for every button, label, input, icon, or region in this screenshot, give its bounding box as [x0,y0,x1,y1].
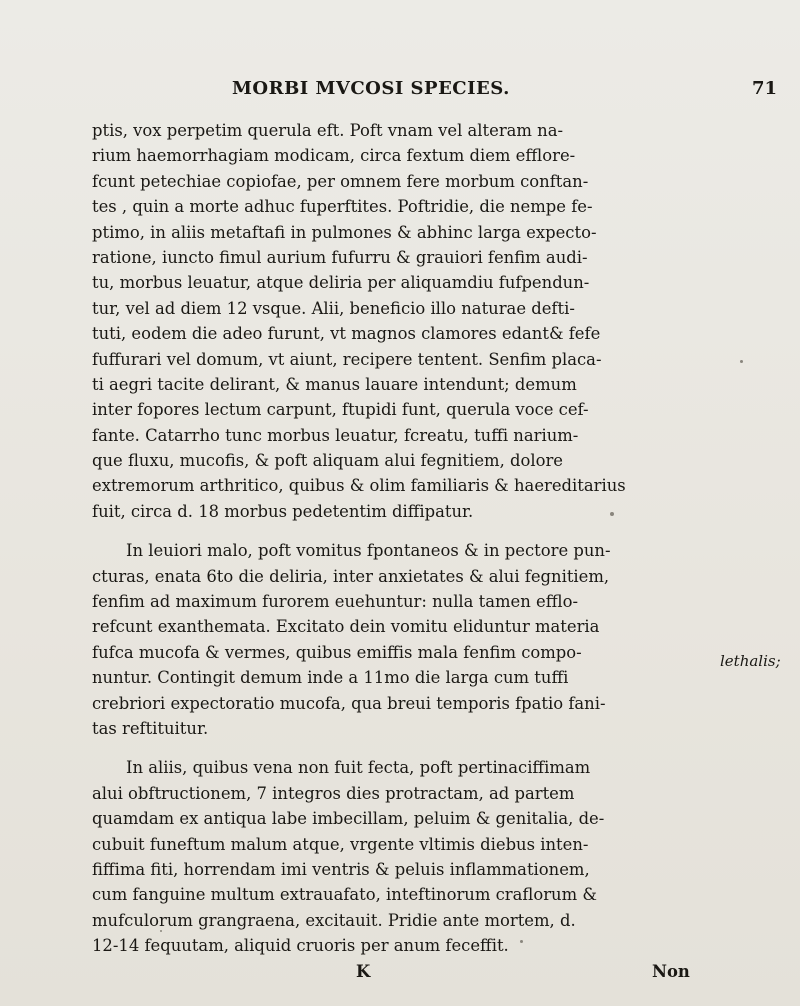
catchword: Non [652,961,690,981]
text-line: alui obftructionem, 7 integros dies protractam, ad partem [92,783,575,803]
text-line: cum fanguine multum extrauafato, inteftinorum craflorum & [92,885,597,905]
text-line: In leuiori malo, poft vomitus fpontaneos & in pectore pun- [126,541,611,561]
signature-mark: K [356,961,371,981]
text-line: cturas, enata 6to die deliria, inter anxietates & alui fegnitiem, [92,566,610,586]
page-footer [92,959,712,984]
text-line: tu, morbus leuatur, atque deliria per aliquamdiu fufpendun- [92,273,590,293]
margin-note: lethalis; [720,652,781,670]
text-line: quamdam ex antiqua labe imbecillam, peluim & genitalia, de- [92,809,605,829]
text-line: fcunt petechiae copiofae, per omnem fere morbum conftan- [92,171,589,191]
text-line: cubuit funeftum malum atque, vrgente vltimis diebus inten- [92,834,589,854]
text-line: ptimo, in aliis metaftafi in pulmones & abhinc larga expecto- [92,222,597,242]
paragraph-gap [92,524,712,538]
text-line: tas reftituitur. [92,718,209,738]
text-line: fiffima fiti, horrendam imi ventris & peluis inflammationem, [92,859,590,879]
text-line: fante. Catarrho tunc morbus leuatur, fcreatu, tuffi narium- [92,425,579,445]
text-line: 12-14 fequutam, aliquid cruoris per anum feceffit. [92,936,509,956]
text-line: ti aegri tacite delirant, & manus lauare intendunt; demum [92,374,577,394]
paper-speck [740,360,743,363]
paper-speck [520,940,523,943]
text-line: ptis, vox perpetim querula eft. Poft vnam vel alteram na- [92,121,564,140]
page-number: 71 [752,78,778,99]
text-line: tes , quin a morte adhuc fuperftites. Poftridie, die nempe fe- [92,197,593,217]
text-line: crebriori expectoratio mucofa, qua breui temporis fpatio fani- [92,693,606,713]
paragraph [92,538,712,741]
text-line: extremorum arthritico, quibus & olim familiaris & haereditarius [92,476,626,496]
paper-speck [160,930,162,932]
text-line: rium haemorrhagiam modicam, circa fextum diem efflore- [92,146,576,166]
paragraph [92,118,712,524]
text-line: mufculorum grangraena, excitauit. Pridie ante mortem, d. [92,910,576,930]
text-line: refcunt exanthemata. Excitato dein vomitu eliduntur materia [92,617,600,637]
text-line: tur, vel ad diem 12 vsque. Alii, beneficio illo naturae defti- [92,298,575,318]
text-line: que fluxu, mucofis, & poft aliquam alui fegnitiem, dolore [92,451,564,471]
body-text [92,118,712,984]
text-line: inter fopores lectum carpunt, ftupidi funt, querula voce cef- [92,400,589,420]
paragraph-gap [92,741,712,755]
text-line: ratione, iuncto fimul aurium fufurru & grauiori fenfim audi- [92,247,588,267]
text-line: tuti, eodem die adeo furunt, vt magnos clamores edant& fefe [92,324,601,344]
text-line: fuffurari vel domum, vt aiunt, recipere tentent. Senfim placa- [92,349,602,369]
paragraph [92,755,712,958]
text-line: nuntur. Contingit demum inde a 11mo die larga cum tuffi [92,668,569,688]
text-line: fenfim ad maximum furorem euehuntur: nulla tamen efflo- [92,592,579,612]
text-line: fufca mucofa & vermes, quibus emiffis mala fenfim compo- [92,642,582,662]
page-header [0,78,800,108]
text-line: In aliis, quibus vena non fuit fecta, poft pertinaciffimam [126,758,591,778]
running-head: MORBI MVCOSI SPECIES. [232,78,510,99]
paper-speck [610,512,614,516]
text-line: fuit, circa d. 18 morbus pedetentim diffipatur. [92,501,474,521]
